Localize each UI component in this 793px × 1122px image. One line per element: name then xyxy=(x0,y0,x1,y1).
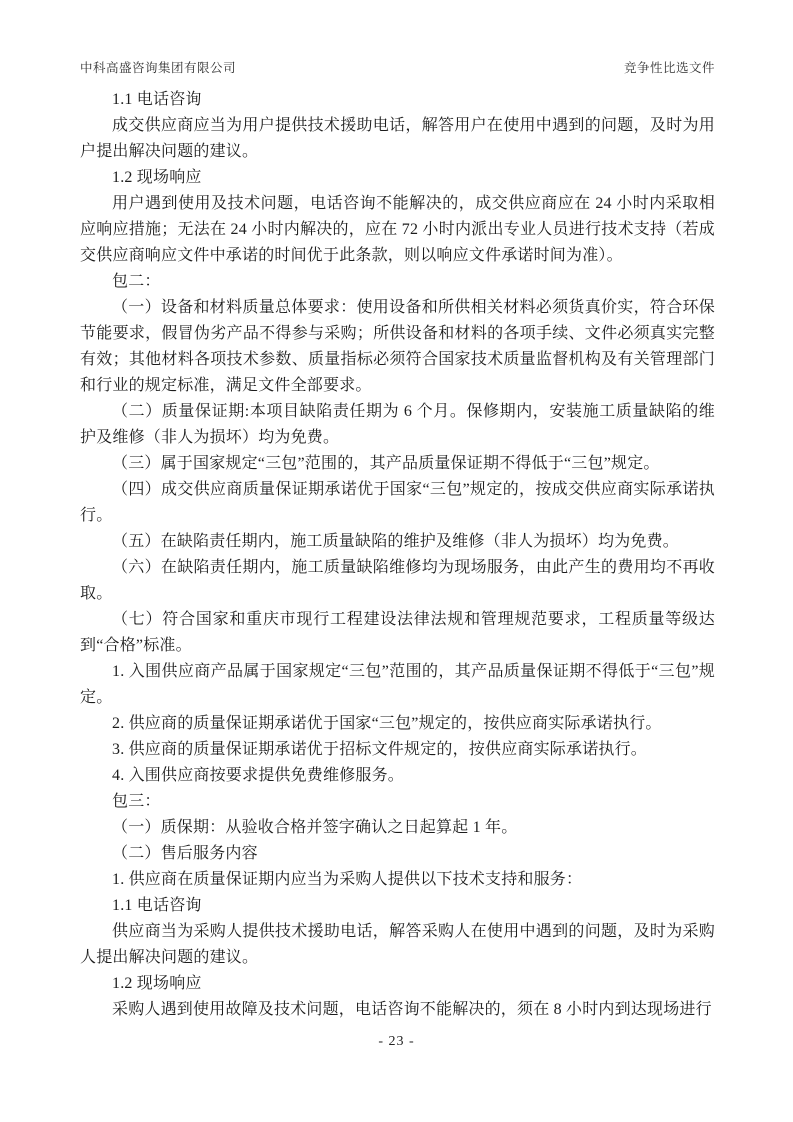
label-package-2: 包二： xyxy=(112,273,161,290)
para-pkg2-item-4-supplier-commitment: （四）成交供应商质量保证期承诺优于国家“三包”规定的，按成交供应商实际承诺执行。 xyxy=(80,481,715,524)
heading-onsite-response-pkg1: 1.2 现场响应 xyxy=(112,169,202,186)
para-onsite-response-pkg3: 采购人遇到使用故障及技术问题，电话咨询不能解决的，须在 8 小时内到达现场进行 xyxy=(112,1001,712,1018)
page-header xyxy=(80,58,715,76)
para-pkg2-item-2-warranty-period: （二）质量保证期:本项目缺陷责任期为 6 个月。保修期内，安装施工质量缺陷的维护及维修（非人为损坏）均为免费。 xyxy=(80,403,715,446)
page-footer xyxy=(0,1034,793,1050)
para-pkg3-numbered-1: 1. 供应商在质量保证期内应当为采购人提供以下技术支持和服务： xyxy=(112,871,583,888)
header-doc-type: 竞争性比选文件 xyxy=(623,61,715,75)
para-pkg2-numbered-3: 3. 供应商的质量保证期承诺优于招标文件规定的，按供应商实际承诺执行。 xyxy=(112,741,648,758)
para-pkg3-item-2-aftersales-content: （二）售后服务内容 xyxy=(112,845,258,862)
para-pkg2-item-1-quality-requirements: （一）设备和材料质量总体要求：使用设备和所供相关材料必须货真价实，符合环保节能要求，假冒伪劣产品不得参与采购；所供设备和材料的各项手续、文件必须真实完整有效；其他材料各项技术参数、质量指标必须符合国家技术质量监督机构及有关管理部门和行业的规定标准，满足文件全部要求。 xyxy=(80,299,715,394)
para-pkg2-item-3-three-guarantees: （三）属于国家规定“三包”范围的，其产品质量保证期不得低于“三包”规定。 xyxy=(112,455,660,472)
para-pkg2-numbered-4: 4. 入围供应商按要求提供免费维修服务。 xyxy=(112,767,405,784)
para-pkg2-item-5-free-maintenance: （五）在缺陷责任期内，施工质量缺陷的维护及维修（非人为损坏）均为免费。 xyxy=(112,533,680,550)
header-company-name: 中科高盛咨询集团有限公司 xyxy=(80,61,237,75)
para-pkg2-numbered-2: 2. 供应商的质量保证期承诺优于国家“三包”规定的，按供应商实际承诺执行。 xyxy=(112,715,662,732)
para-pkg2-item-6-onsite-service: （六）在缺陷责任期内，施工质量缺陷维修均为现场服务，由此产生的费用均不再收取。 xyxy=(80,559,715,602)
label-package-3: 包三： xyxy=(112,793,161,810)
para-pkg2-item-7-quality-grade: （七）符合国家和重庆市现行工程建设法律法规和管理规范要求，工程质量等级达到“合格”标准。 xyxy=(80,611,715,654)
para-phone-consult-pkg3: 供应商当为采购人提供技术援助电话，解答采购人在使用中遇到的问题，及时为采购人提出解决问题的建议。 xyxy=(80,923,715,966)
para-phone-consult-pkg1: 成交供应商应当为用户提供技术援助电话，解答用户在使用中遇到的问题，及时为用户提出解决问题的建议。 xyxy=(80,117,715,160)
para-onsite-response-pkg1: 用户遇到使用及技术问题，电话咨询不能解决的，成交供应商应在 24 小时内采取相应响应措施；无法在 24 小时内解决的，应在 72 小时内派出专业人员进行技术支持（若成交供应商响应文件中承诺的时间优于此条款，则以响应文件承诺时间为准）。 xyxy=(80,195,715,264)
heading-phone-consult-pkg3: 1.1 电话咨询 xyxy=(112,897,202,914)
heading-phone-consult-pkg1: 1.1 电话咨询 xyxy=(112,91,202,108)
heading-onsite-response-pkg3: 1.2 现场响应 xyxy=(112,975,202,992)
para-pkg2-numbered-1: 1. 入围供应商产品属于国家规定“三包”范围的，其产品质量保证期不得低于“三包”规定。 xyxy=(80,663,715,706)
document-body xyxy=(80,87,715,1023)
page-number: - 23 - xyxy=(378,1034,415,1049)
para-pkg3-item-1-warranty: （一）质保期：从验收合格并签字确认之日起算起 1 年。 xyxy=(112,819,518,836)
